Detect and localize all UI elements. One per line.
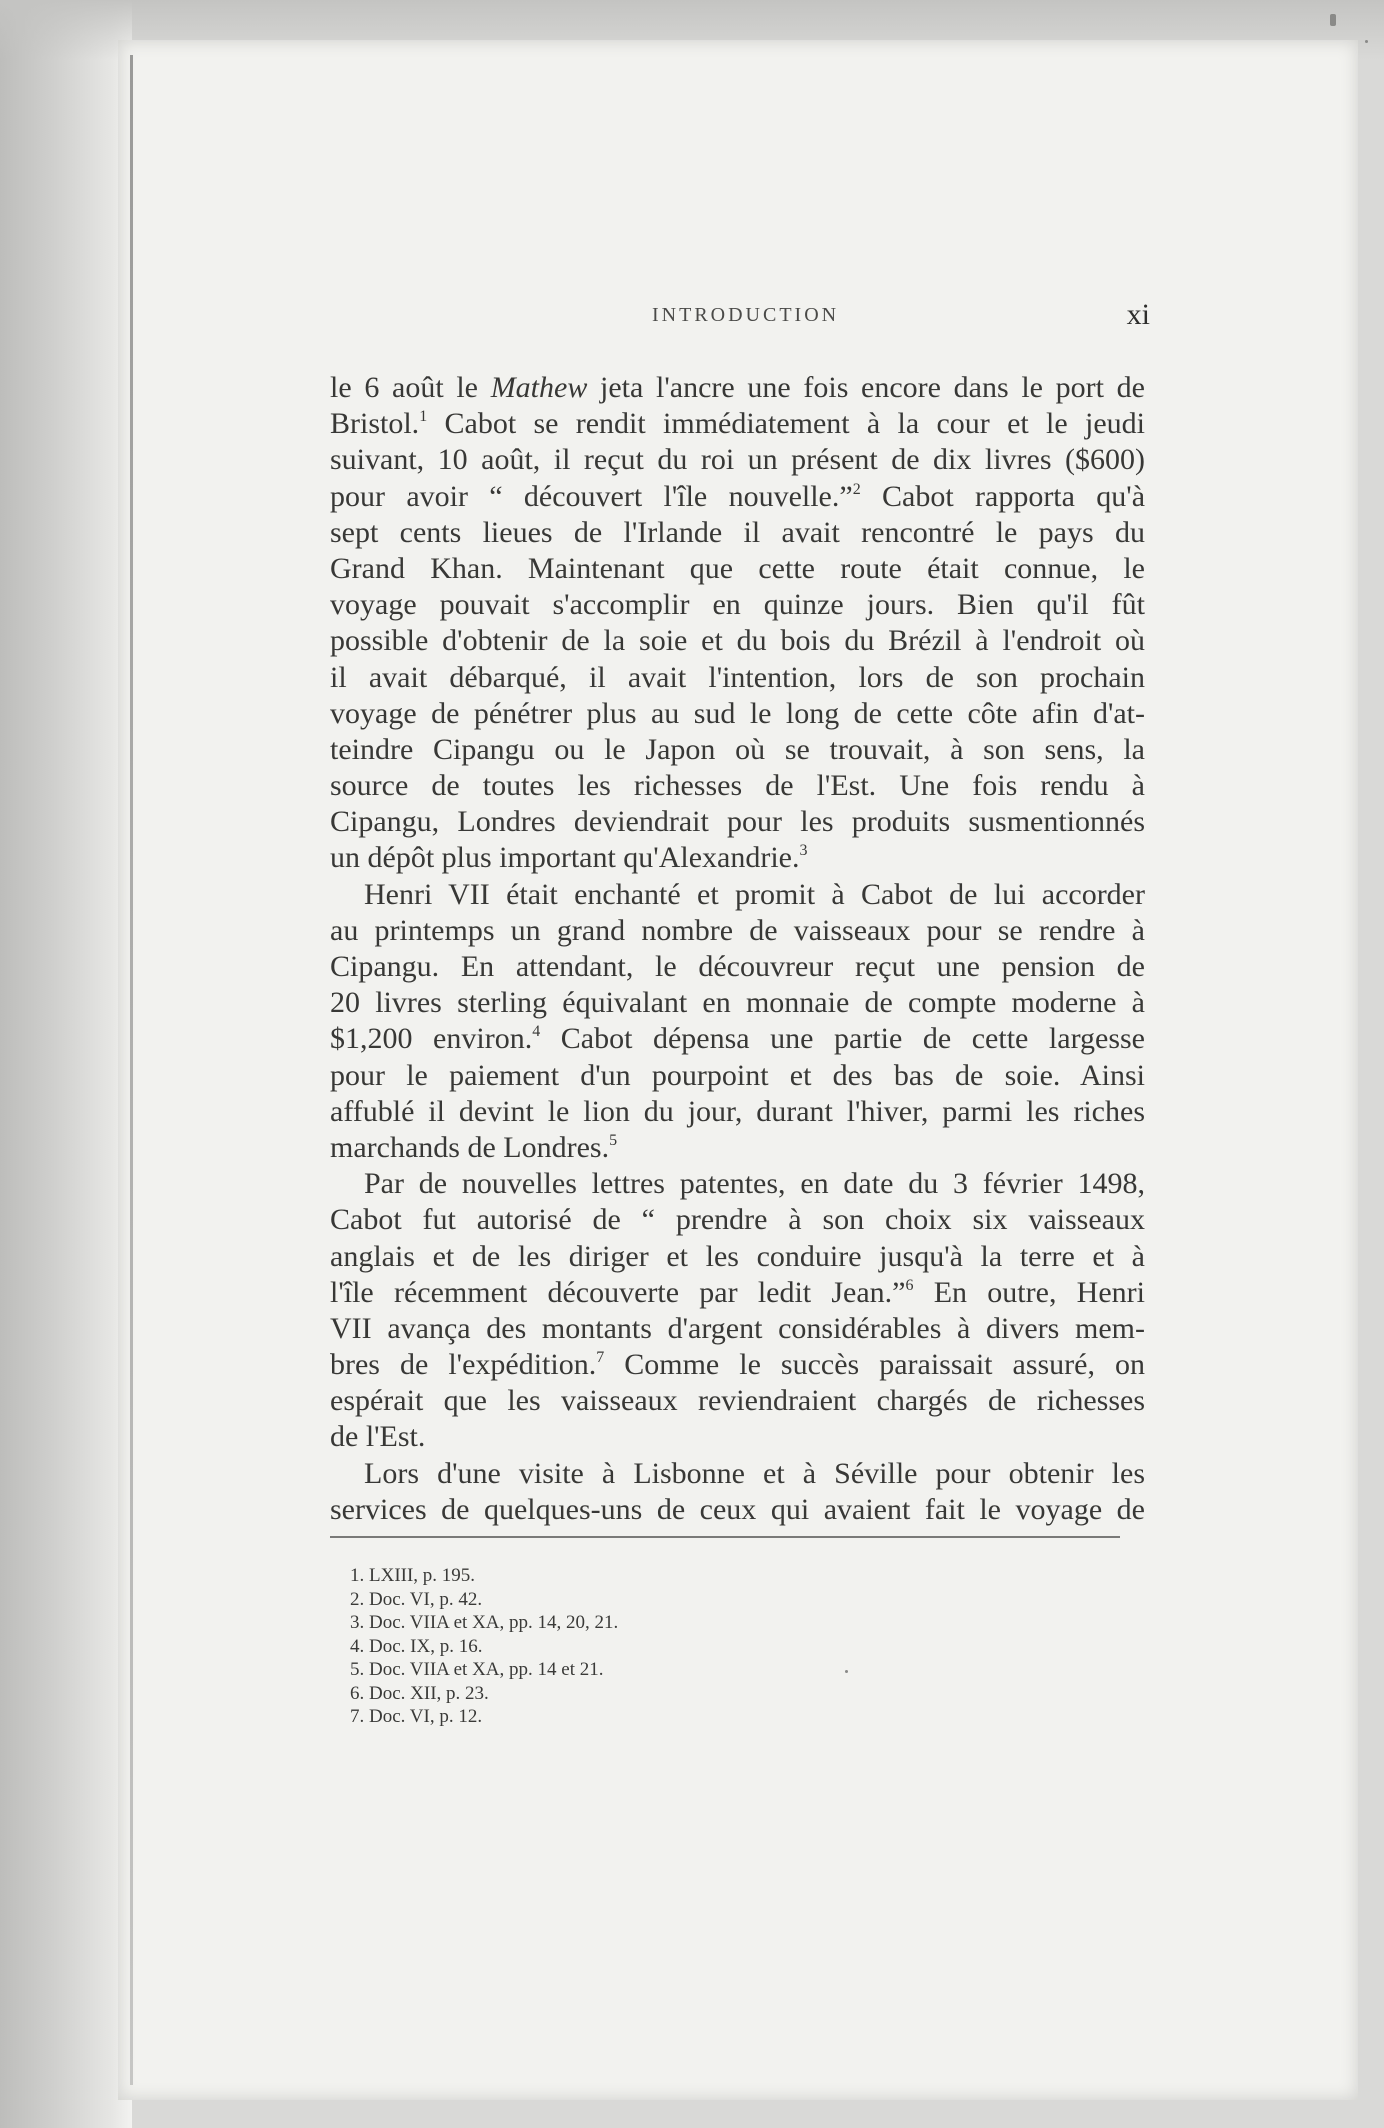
text-line: suivant, 10 août, il reçut du roi un présent de dix livres ($600) [330,443,1145,477]
text-line: possible d'obtenir de la soie et du bois du Brézil à l'endroit où [330,624,1145,658]
text-line: le 6 août le Mathew jeta l'ancre une fois encore dans le port de [330,371,1145,404]
text-line: Lors d'une visite à Lisbonne et à Séville pour obtenir les [364,1456,1145,1490]
text-line: il avait débarqué, il avait l'intention, lors de son prochain [330,660,1145,694]
text-line: au printemps un grand nombre de vaisseaux pour se rendre à [330,913,1145,947]
text-line: Par de nouvelles lettres patentes, en date du 3 février 1498, [364,1167,1145,1201]
text-line: Henri VII était enchanté et promit à Cabot de lui accorder [364,877,1145,911]
text-line: un dépôt plus important qu'Alexandrie.$^3$ [330,841,808,875]
text-line: l'île récemment découverte par ledit Jean.”$^6$ En outre, Henri [330,1275,1145,1309]
text-line: Grand Khan. Maintenant que cette route était connue, le [330,551,1145,585]
text-line: source de toutes les richesses de l'Est. Une fois rendu à [330,769,1145,803]
footnotes [350,1564,618,1729]
running-head: INTRODUCTION [652,304,840,326]
footnote-ref: 3 [799,842,808,860]
scan-speck [1330,14,1336,26]
footnote-ref: 1 [419,408,428,426]
text-line: pour le paiement d'un pourpoint et des bas de soie. Ainsi [330,1058,1145,1092]
text-line: Cabot fut autorisé de “ prendre à son choix six vaisseaux [330,1203,1145,1237]
text-line: espérait que les vaisseaux reviendraient chargés de richesses [330,1384,1145,1418]
text-line: Cipangu, Londres deviendrait pour les produits susmentionnés [330,805,1145,839]
footnote: 1. LXIII, p. 195. [350,1565,476,1586]
footnote: 6. Doc. XII, p. 23. [350,1682,489,1704]
scan-speck [845,1670,848,1673]
text-line: bres de l'expédition.$^7$ Comme le succès paraissait assuré, on [330,1348,1145,1382]
body-text [330,370,1145,1528]
text-line: anglais et de les diriger et les conduire jusqu'à la terre et à [330,1239,1145,1273]
footnote-ref: 2 [852,480,861,498]
text-line: pour avoir “ découvert l'île nouvelle.”$^2$ Cabot rapporta qu'à [330,479,1146,513]
text-line: voyage pouvait s'accomplir en quinze jours. Bien qu'il fût [330,588,1145,622]
text-line: services de quelques-uns de ceux qui avaient fait le voyage de [330,1492,1145,1526]
footnote-ref: 4 [532,1023,541,1041]
footnote-ref: 7 [596,1349,605,1367]
text-line: VII avança des montants d'argent considérables à divers mem- [330,1311,1145,1345]
page-number: xi [1126,298,1150,331]
footnote: 4. Doc. IX, p. 16. [350,1635,483,1657]
footnote: 7. Doc. VI, p. 12. [350,1706,483,1727]
footnote-ref: 6 [905,1276,914,1294]
text-line: 20 livres sterling équivalant en monnaie de compte moderne à [330,986,1145,1020]
text-line: Cipangu. En attendant, le découvreur reçut une pension de [330,950,1145,983]
footnote: 5. Doc. VIIA et XA, pp. 14 et 21. [350,1659,604,1680]
page-header [330,298,1150,338]
page-edge-line [130,55,133,2085]
text-line: $1,200 environ.$^4$ Cabot dépensa une partie de cette largesse [330,1022,1145,1056]
scan-shadow-left [0,0,132,2128]
footnote-ref: 5 [609,1131,618,1149]
scan-speck [1365,40,1368,43]
text-line: sept cents lieues de l'Irlande il avait rencontré le pays du [330,515,1145,549]
footnote-divider [330,1536,1120,1538]
text-line: marchands de Londres.$^5$ [330,1130,618,1164]
footnote: 2. Doc. VI, p. 42. [350,1588,483,1610]
text-line: voyage de pénétrer plus au sud le long de cette côte afin d'at- [330,696,1145,730]
text-line: de l'Est. [330,1420,426,1454]
text-line: Bristol.$^1$ Cabot se rendit immédiatement à la cour et le jeudi [330,407,1145,441]
text-line: affublé il devint le lion du jour, durant l'hiver, parmi les riches [330,1094,1145,1128]
footnote: 3. Doc. VIIA et XA, pp. 14, 20, 21. [350,1612,619,1633]
text-line: teindre Cipangu ou le Japon où se trouvait, à son sens, la [330,732,1145,766]
